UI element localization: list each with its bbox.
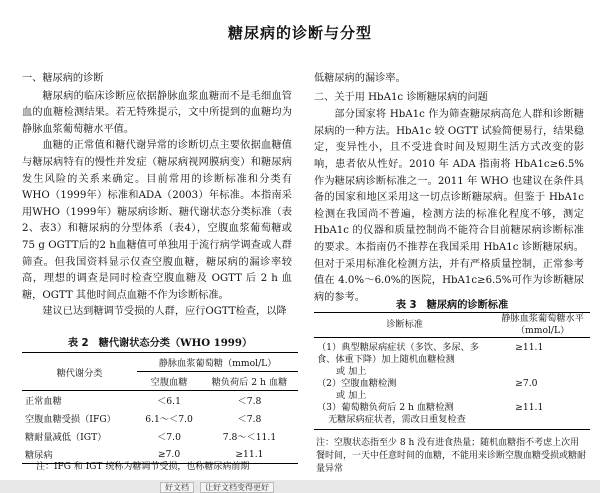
table-cell: （1）典型糖尿病症状（多饮、多尿、多食、体重下降）加上随机血糖检测 xyxy=(317,342,480,365)
table-cell: 6.1～＜7.0 xyxy=(145,414,193,425)
table-cell xyxy=(495,414,590,430)
table-row xyxy=(22,409,298,427)
paragraph: 糖尿病的临床诊断应依据静脉血浆血糖而不是毛细血管血的血糖检测结果。若无特殊提示，文中所提到的血糖均为静脉血浆葡萄糖水平值。 xyxy=(22,90,292,135)
table2-header-group: 静脉血浆葡萄糖（mmol/L） xyxy=(137,353,298,372)
table3-number: 表 3 xyxy=(395,300,417,311)
paragraph: 血糖的正常值和糖代谢异常的诊断切点主要依据血糖值与糖尿病特有的慢性并发症（糖尿病视网膜病变）和糖尿病发生风险的关系来确定。目前常用的诊断标准和分类有WHO（1999年）标准和ADA（2003）年标准。本指南采用WHO（1999年）糖尿病诊断、糖代谢状态分类标准（表2、表3）和糖尿病的分型体系（表4），空腹血浆葡萄糖或75 g OGTT后的2 h血糖值可单独用于流行病学调查或人群筛查。但我国资料显示仅查空腹血糖，糖尿病的漏诊率较高，理想的调查是同时检查空腹血糖及 OGTT 后 2 h 血糖，OGTT 其他时间点血糖不作为诊断标准。 xyxy=(22,140,292,301)
table-cell: （3）葡萄糖负荷后 2 h 血糖检测 xyxy=(317,402,454,413)
table-cell: （2）空腹血糖检测 xyxy=(317,378,397,389)
table3-caption xyxy=(314,296,590,311)
table-cell: 或 加上 xyxy=(336,366,367,377)
section-heading-hba1c: 二、关于用 HbA1c 诊断糖尿病的问题 xyxy=(314,91,488,103)
table-cell xyxy=(495,390,590,402)
table-row xyxy=(22,391,298,410)
table3-header-glucose: 静脉血浆葡萄糖水平（mmol/L） xyxy=(495,313,590,338)
table-cell: ≥7.0 xyxy=(137,445,201,464)
table-row xyxy=(314,414,590,430)
table2-note: 注：IFG 和 IGT 统称为糖调节受损，也称糖尿病前期 xyxy=(36,462,250,472)
table-cell: 无糖尿病症状者，需改日重复检查 xyxy=(314,414,495,430)
table-row xyxy=(314,378,590,390)
table-cell: ≥11.1 xyxy=(201,445,298,464)
paragraph: 部分国家将 HbA1c 作为筛查糖尿病高危人群和诊断糖尿病的一种方法。HbA1c 较 OGTT 试验简便易行，结果稳定，变异性小，且不受进食时间及短期生活方式改变的影响，患者依从性好。2010 年 ADA 指南将 HbA1c≥6.5%作为糖尿病诊断标准之一。2011 年 WHO 也建议在条件具备的国家和地区采用这一切点诊断糖尿病。但鉴于 HbA1c 检测在我国尚不普遍，检测方法的标准化程度不够，测定 HbA1c 的仪器和质量控制尚不能符合目前糖尿病诊断标准的要求。本指南仍不推荐在我国采用 HbA1c 诊断糖尿病。但对于采用标准化检测方法，并有严格质量控制，正常参考值在 4.0%～6.0%的医院，HbA1c≥6.5%可作为诊断糖尿病的参考。 xyxy=(314,109,584,303)
section-heading-diagnosis: 一、糖尿病的诊断 xyxy=(22,73,104,84)
table-cell xyxy=(495,366,590,378)
table-cell: ≥11.1 xyxy=(515,342,544,353)
left-column xyxy=(22,71,292,321)
right-column xyxy=(314,71,584,306)
paragraph: 建议已达到糖调节受损的人群，应行OGTT检查，以降 xyxy=(42,306,287,318)
table2-header-2h: 糖负荷后 2 h 血糖 xyxy=(201,372,298,391)
table2-number: 表 2 xyxy=(67,338,89,349)
table3-note: 注：空腹状态指至少 8 h 没有进食热量；随机血糖指不考虑上次用餐时间，一天中任意时间的血糖，不能用来诊断空腹血糖受损或糖耐量异常 xyxy=(316,438,587,474)
table3-title: 糖尿病的诊断标准 xyxy=(426,299,509,311)
table-cell: 7.8～＜11.1 xyxy=(222,432,277,443)
table2-header-fasting: 空腹血糖 xyxy=(137,372,201,391)
bottom-toolbar xyxy=(0,480,600,493)
page-title: 糖尿病的诊断与分型 xyxy=(227,24,372,42)
bottom-tab-1[interactable]: 好文档 xyxy=(160,482,194,493)
table-cell: 空腹血糖受损（IFG） xyxy=(25,414,116,425)
table-cell: 糖耐量减低（IGT） xyxy=(25,432,107,443)
table-cell: ＜6.1 xyxy=(157,396,181,407)
table-row xyxy=(314,338,590,367)
table-row xyxy=(22,427,298,445)
table-cell: ＜7.8 xyxy=(237,414,262,425)
table-row xyxy=(314,390,590,402)
table3-header-criteria: 诊断标准 xyxy=(314,313,495,338)
table-row xyxy=(314,366,590,378)
table3 xyxy=(314,312,590,430)
table2-title: 糖代谢状态分类（WHO 1999） xyxy=(98,337,253,349)
table-cell: 糖尿病 xyxy=(22,445,137,464)
table-cell: ≥11.1 xyxy=(515,402,544,413)
table-cell: ≥7.0 xyxy=(515,378,538,389)
paragraph-continuation: 低糖尿病的漏诊率。 xyxy=(314,73,406,84)
table2-header-category: 糖代谢分类 xyxy=(22,353,137,391)
bottom-tab-2[interactable]: 让好文档变得更好 xyxy=(200,482,274,493)
table2-caption xyxy=(22,334,298,349)
table-cell: ＜7.0 xyxy=(157,432,181,443)
table-cell: 正常血糖 xyxy=(25,396,62,407)
table2 xyxy=(22,352,298,464)
table-row xyxy=(314,402,590,414)
table-cell: ＜7.8 xyxy=(237,396,262,407)
table-cell: 或 加上 xyxy=(336,390,367,401)
